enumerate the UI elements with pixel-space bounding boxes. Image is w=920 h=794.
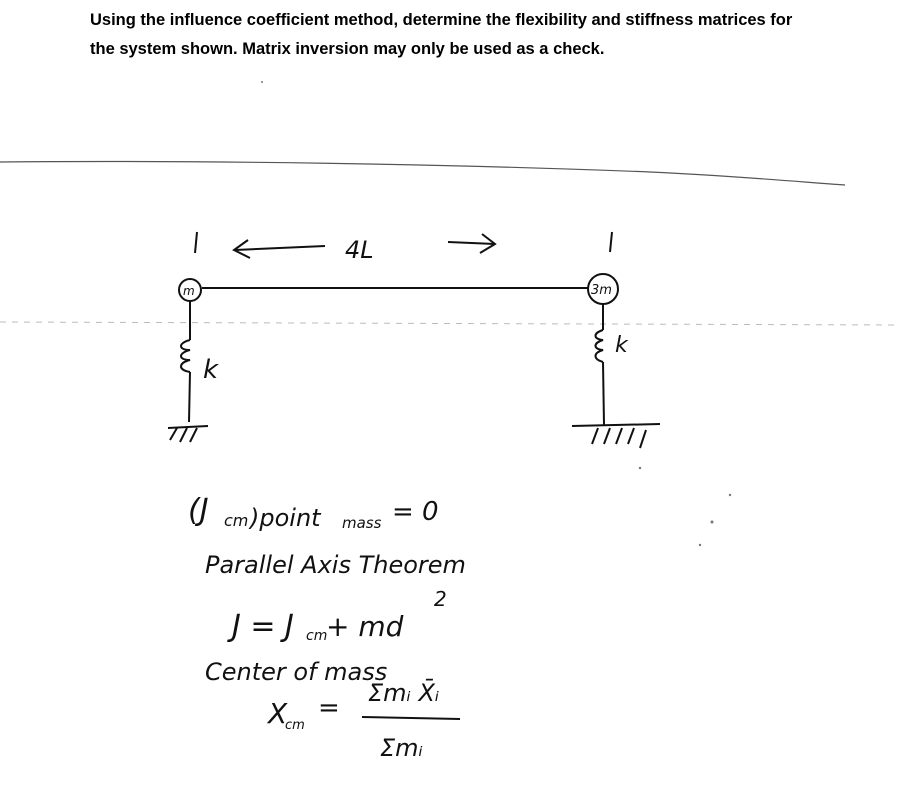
note-line-2: Parallel Axis Theorem <box>205 551 466 579</box>
svg-text:=: = <box>318 693 340 723</box>
right-arrow <box>448 234 495 253</box>
left-spring <box>181 301 190 422</box>
right-ground <box>572 424 660 448</box>
svg-text:Σmᵢ: Σmᵢ <box>380 734 423 762</box>
svg-text:(J: (J <box>188 493 209 528</box>
right-spring-label: k <box>615 333 628 358</box>
span-label: 4L <box>345 236 374 264</box>
svg-text:cm: cm <box>306 628 328 644</box>
svg-text:+ md: + md <box>326 610 404 643</box>
left-dimension-tick <box>195 232 197 253</box>
right-dimension-tick <box>610 232 612 252</box>
left-spring-label: k <box>203 355 219 385</box>
right-mass-label: 3m <box>591 283 612 298</box>
scan-specks <box>261 81 731 546</box>
svg-text:X: X <box>268 697 288 730</box>
note-line-4: Center of mass <box>205 658 388 686</box>
note-line-1 <box>188 493 439 532</box>
svg-text:mass: mass <box>342 514 382 532</box>
separator-line <box>0 161 845 185</box>
svg-text:2: 2 <box>434 587 447 611</box>
note-line-3 <box>227 587 447 644</box>
right-spring <box>596 304 605 425</box>
note-line-5 <box>266 678 460 762</box>
problem-statement: Using the influence coefficient method, determine the flexibility and stiffness matrices for the system shown. Matrix inversion may only be used as a check. <box>90 11 793 58</box>
left-ground <box>168 426 208 442</box>
svg-text:= 0: = 0 <box>392 497 439 527</box>
svg-text:Σmᵢ X̄ᵢ: Σmᵢ X̄ᵢ <box>368 679 440 707</box>
svg-text:)point: )point <box>250 504 321 532</box>
left-arrow <box>234 240 325 258</box>
svg-text:cm: cm <box>285 718 305 733</box>
left-mass-label: m <box>183 284 195 298</box>
separator-line-faint <box>0 322 900 325</box>
svg-text:J = J: J = J <box>232 609 294 644</box>
svg-text:cm: cm <box>224 511 249 530</box>
